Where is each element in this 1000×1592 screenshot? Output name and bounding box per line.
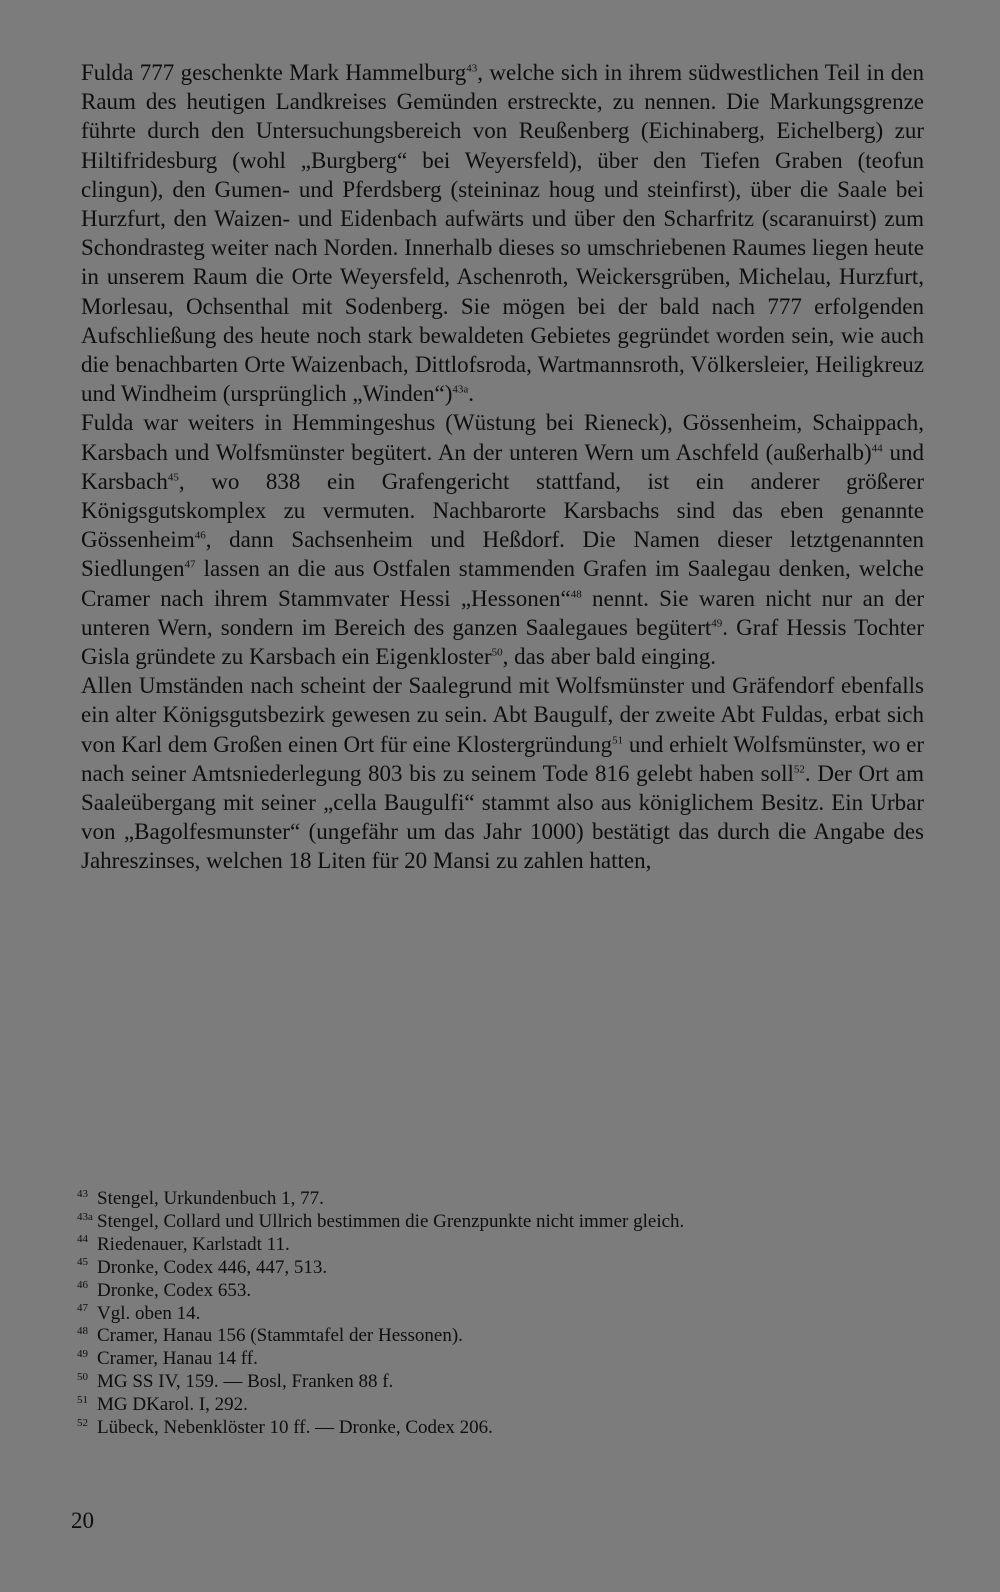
text-run: lassen an die aus Ostfalen stammenden Grafen im Saalegau denken, welche Cramer nach ihrem Stammvater Hessi „Hessonen“ bbox=[81, 556, 924, 611]
footnote: 43a Stengel, Collard und Ullrich bestimmen die Grenzpunkte nicht immer gleich. bbox=[77, 1210, 685, 1232]
footnote: 48 Cramer, Hanau 156 (Stammtafel der Hessonen). bbox=[77, 1325, 463, 1347]
footnote: 47 Vgl. oben 14. bbox=[77, 1302, 201, 1324]
footnote-reference: 46 bbox=[194, 529, 206, 542]
footnote: 50 MG SS IV, 159. — Bosl, Franken 88 f. bbox=[77, 1370, 394, 1393]
footnote: 44 Riedenauer, Karlstadt 11. bbox=[77, 1233, 290, 1255]
text-run: Allen Umständen nach scheint der Saalegrund mit Wolfsmünster und Gräfendorf ebenfalls ein alter Königsgutsbezirk gewesen zu sein. Abt Baugulf, der zweite Abt Fuldas, erbat sich von Karl dem Großen einen Ort für eine Klostergründung bbox=[81, 673, 924, 757]
footnote-text: Dronke, Codex 446, 447, 513. bbox=[97, 1256, 328, 1278]
text-run: , welche sich in ihrem südwestlichen Teil in den Raum des heutigen Landkreises Gemünden erstreckte, zu nennen. Die Markungsgrenze führte durch den Untersuchungsbereich von Reußenberg (Eichinaberg, Eichelberg) zur Hiltifridesburg (wohl „Burgberg“ bei Weyersfeld), über den Tiefen Graben (teofun clingun), den Gumen- und Pferdsberg (steininaz houg und steinfirst), über die Saale bei Hurzfurt, den Waizen- und Eidenbach aufwärts und über den Scharfritz (scaranuirst) zum Schondrasteg weiter nach Norden. Innerhalb dieses so umschriebenen Raumes liegen heute in unserem Raum die Orte Weyersfeld, Aschenroth, Weickersgrüben, Michelau, Hurzfurt, Morlesau, Ochsenthal mit Sodenberg. Sie mögen bei der bald nach 777 erfolgenden Aufschließung des heute noch stark bewaldeten Gebietes gegründet worden sein, wie auch die benachbarten Orte Waizenbach, Dittlofsroda, Wartmannsroth, Völkersleier, Heiligkreuz und Windheim (ursprünglich „Winden“) bbox=[81, 60, 925, 407]
text-run: . Der Ort am Saaleübergang mit seiner „cella Baugulfi“ stammt also aus königlichem Besitz. Ein Urbar von „Bagolfesmunster“ (ungefähr um das Jahr 1000) bestätigt das durch die Angabe des Jahreszinses, welchen 18 Liten für 20 Mansi zu zahlen hatten, bbox=[81, 760, 924, 874]
footnote-text: Riedenauer, Karlstadt 11. bbox=[97, 1233, 290, 1255]
footnote-reference: 43a bbox=[452, 383, 469, 396]
body-text bbox=[81, 58, 924, 876]
text-run: und Karsbach bbox=[81, 439, 925, 494]
footnotes bbox=[77, 1188, 924, 1440]
footnote-reference: 44 bbox=[871, 441, 883, 454]
footnote-text: MG SS IV, 159. — Bosl, Franken 88 f. bbox=[97, 1371, 394, 1393]
footnote-reference: 45 bbox=[167, 471, 179, 484]
footnote-reference: 50 bbox=[491, 646, 503, 659]
footnote-text: Lübeck, Nebenklöster 10 ff. — Dronke, Codex 206. bbox=[97, 1417, 493, 1439]
footnote: 46 Dronke, Codex 653. bbox=[77, 1279, 252, 1301]
text-run: nennt. Sie waren nicht nur an der unteren Wern, sondern im Bereich des ganzen Saalegaues begütert bbox=[81, 585, 925, 640]
footnote-text: Dronke, Codex 653. bbox=[97, 1279, 252, 1301]
footnote-text: Stengel, Urkundenbuch 1, 77. bbox=[97, 1188, 324, 1209]
text-run: . bbox=[468, 381, 475, 407]
footnote-text: MG DKarol. I, 292. bbox=[97, 1394, 248, 1416]
text-run: Fulda 777 geschenkte Mark Hammelburg bbox=[81, 60, 467, 85]
text-run: . Graf Hessis Tochter Gisla gründete zu Karsbach ein Eigenkloster bbox=[81, 614, 924, 670]
footnote-reference: 52 bbox=[793, 763, 805, 776]
paragraph bbox=[81, 671, 924, 875]
footnote: 52 Lübeck, Nebenklöster 10 ff. — Dronke, Codex 206. bbox=[77, 1416, 493, 1439]
footnote: 49 Cramer, Hanau 14 ff. bbox=[77, 1348, 258, 1370]
footnote-reference: 48 bbox=[570, 588, 582, 600]
text-run: , wo 838 ein Grafengericht stattfand, ist ein anderer größerer Königsgutskomplex zu vermuten. Nachbarorte Karsbachs sind das eben genannte Gössenheim bbox=[81, 468, 924, 553]
footnote: 43 Stengel, Urkundenbuch 1, 77. bbox=[77, 1187, 324, 1209]
footnote-text: Cramer, Hanau 156 (Stammtafel der Hessonen). bbox=[97, 1325, 463, 1347]
footnote-reference: 47 bbox=[184, 558, 196, 571]
text-run: , das aber bald einging. bbox=[502, 644, 716, 670]
paragraph bbox=[81, 58, 924, 408]
paragraph bbox=[81, 408, 924, 671]
footnote-text: Cramer, Hanau 14 ff. bbox=[97, 1348, 258, 1370]
footnote-reference: 51 bbox=[612, 734, 624, 747]
text-run: und erhielt Wolfsmünster, wo er nach seiner Amtsniederlegung 803 bis zu seinem Tode 816 gelebt haben soll bbox=[81, 731, 924, 786]
page-number: 20 bbox=[71, 1508, 94, 1533]
footnote-text: Vgl. oben 14. bbox=[97, 1302, 201, 1324]
footnote-text: Stengel, Collard und Ullrich bestimmen die Grenzpunkte nicht immer gleich. bbox=[97, 1210, 685, 1232]
footnote: 45 Dronke, Codex 446, 447, 513. bbox=[77, 1256, 328, 1278]
footnote-reference: 43 bbox=[466, 62, 478, 75]
footnote-reference: 49 bbox=[711, 617, 723, 630]
footnote: 51 MG DKarol. I, 292. bbox=[77, 1393, 248, 1416]
text-run: Fulda war weiters in Hemmingeshus (Wüstung bei Rieneck), Gössenheim, Schaippach, Karsbach und Wolfsmünster begütert. An der unteren Wern um Aschfeld (außerhalb) bbox=[81, 410, 924, 465]
text-run: , dann Sachsenheim und Heßdorf. Die Namen dieser letztgenannten Siedlungen bbox=[81, 527, 924, 582]
